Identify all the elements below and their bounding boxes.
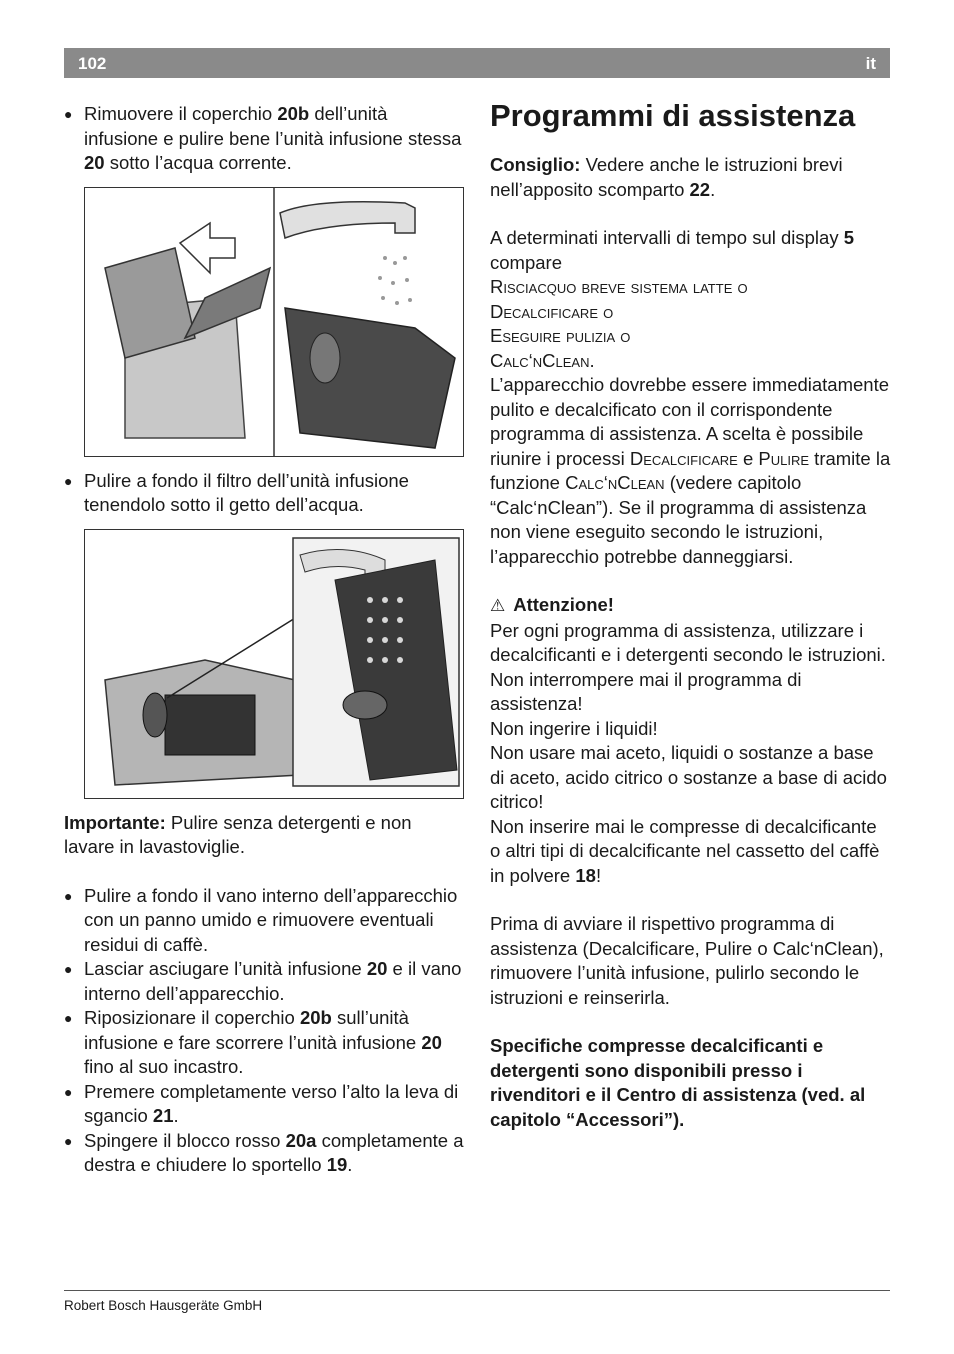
brewing-unit-cover-image	[85, 188, 463, 456]
step-press-lever: ● Premere completamente verso l’alto la leva di sgancio 21.	[64, 1080, 464, 1129]
display-paragraph: A determinati intervalli di tempo sul display 5 compare Risciacquo breve sistema latte o Decalcificare o Eseguire pulizia o Calc‘nClean.	[490, 227, 855, 371]
warning-text-4: Non inserire mai le compresse di decalcificante o altri tipi di decalcificante nel cassetto del caffè in polvere 18!	[490, 815, 880, 886]
warning-text-2: Non ingerire i liquidi!	[490, 717, 658, 739]
warning-heading: ⚠ Attenzione!	[490, 594, 614, 615]
left-column	[64, 102, 464, 1178]
step-clean-interior: ● Pulire a fondo il vano interno dell’apparecchio con un panno umido e rimuovere eventuali residui di caffè.	[64, 884, 464, 958]
warning-icon: ⚠	[490, 596, 506, 615]
right-column	[490, 97, 892, 1132]
important-note: Importante: Pulire senza detergenti e non lavare in lavastoviglie.	[64, 811, 412, 857]
step-clean-filter: ● Pulire a fondo il filtro dell’unità infusione tenendolo sotto il getto dell’acqua.	[64, 469, 464, 518]
page-header	[64, 48, 890, 78]
step-let-dry: ● Lasciar asciugare l’unità infusione 20 e il vano interno dell’apparecchio.	[64, 957, 464, 1006]
tablets-info: Specifiche compresse decalcificanti e detergenti sono disponibili presso i rivenditori e il Centro di assistenza (ved. al capitolo “Accessori”).	[490, 1035, 866, 1130]
warning-text-3: Non usare mai aceto, liquidi o sostanze a base di aceto, acido citrico o sostanze a base di acido citrico!	[490, 742, 887, 812]
illustration-brewing-unit-rinse	[84, 187, 464, 457]
before-start-paragraph: Prima di avviare il rispettivo programma di assistenza (Decalcificare, Pulire o Calc‘nClean), rimuovere l’unità infusione, pulirlo secondo le istruzioni e reinserirla.	[490, 913, 884, 1008]
tip-paragraph: Consiglio: Vedere anche le istruzioni brevi nell’apposito scomparto 22.	[490, 154, 843, 200]
footer-company: Robert Bosch Hausgeräte GmbH	[64, 1298, 263, 1313]
maintenance-paragraph: L’apparecchio dovrebbe essere immediatamente pulito e decalcificato con il corrispondente programma di assistenza. A scelta è possibile riunire i processi Decalcificare e Pulire tramite la funzione Calc‘nClean (vedere capitolo “Calc‘nClean”). Se il programma di assistenza non viene eseguito secondo le istruzioni, l’apparecchio potrebbe danneggiarsi.	[490, 374, 891, 567]
footer-divider	[64, 1290, 890, 1291]
step-reposition-cover: ● Riposizionare il coperchio 20b sull’unità infusione e fare scorrere l’unità infusione 20 fino al suo incastro.	[64, 1006, 464, 1080]
filter-rinse-image	[85, 530, 463, 798]
warning-text-1: Per ogni programma di assistenza, utilizzare i decalcificanti e i detergenti secondo le istruzioni. Non interrompere mai il programma di assistenza!	[490, 619, 886, 714]
page-number: 102	[78, 54, 107, 73]
step-push-block: ● Spingere il blocco rosso 20a completamente a destra e chiudere lo sportello 19.	[64, 1129, 464, 1178]
language-code: it	[865, 54, 876, 73]
illustration-filter-rinse	[84, 529, 464, 799]
step-remove-cover: ● Rimuovere il coperchio 20b dell’unità infusione e pulire bene l’unità infusione stessa 20 sotto l’acqua corrente.	[64, 102, 464, 176]
section-title: Programmi di assistenza	[490, 98, 856, 133]
